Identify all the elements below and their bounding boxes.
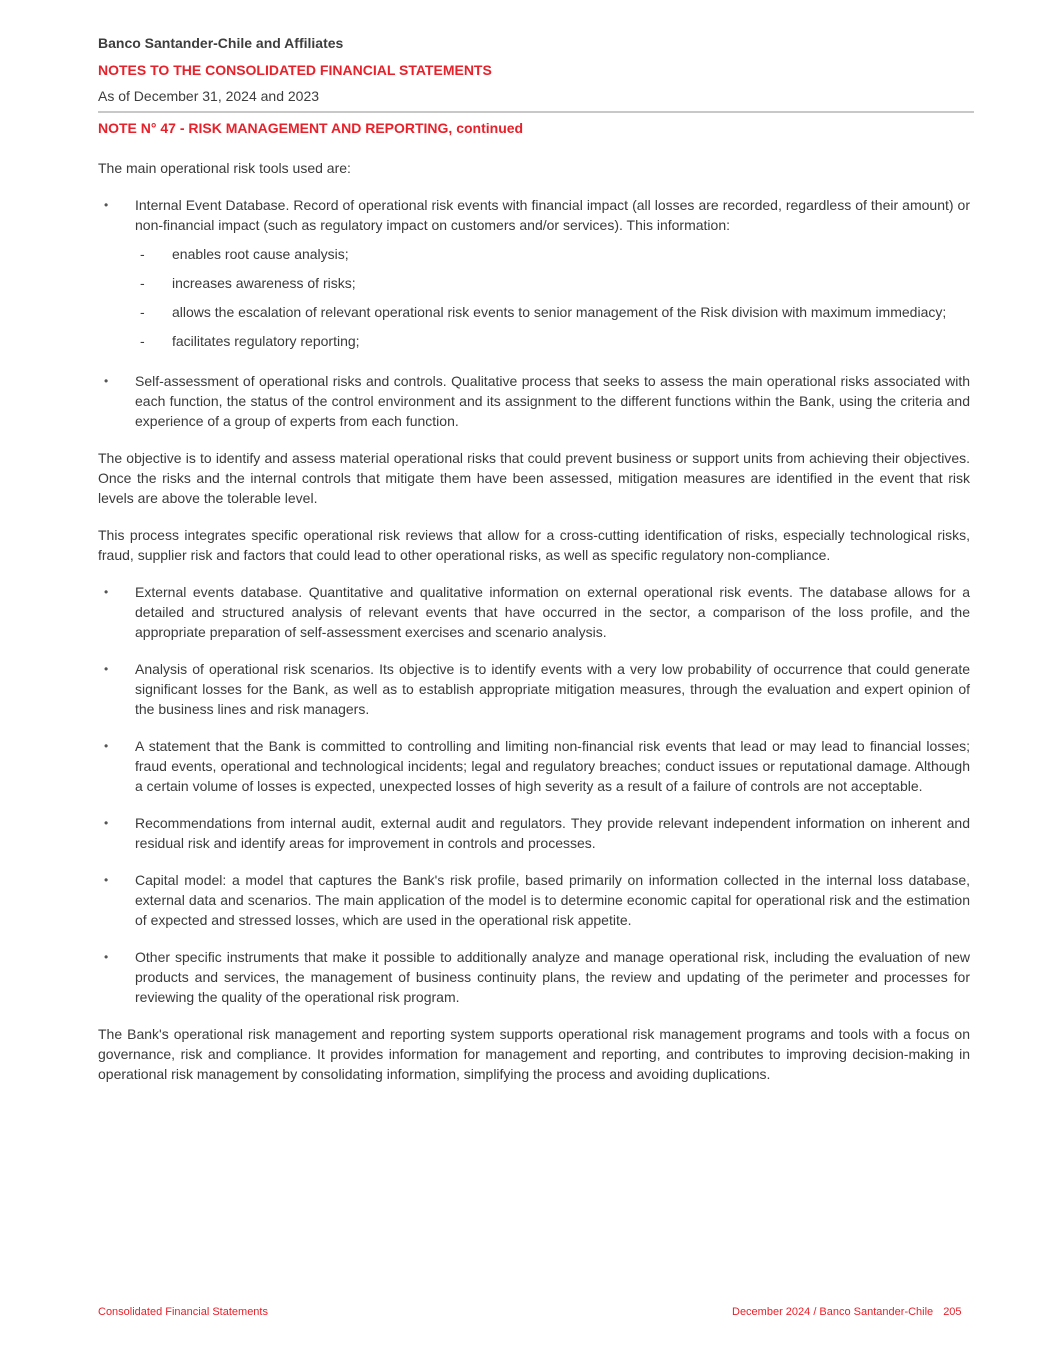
notes-title: NOTES TO THE CONSOLIDATED FINANCIAL STATEMENTS (98, 62, 492, 78)
bullet-icon: • (104, 198, 109, 212)
list-item (98, 371, 970, 431)
note-body (98, 158, 970, 1101)
sub-item-text: facilitates regulatory reporting; (172, 333, 360, 349)
company-name: Banco Santander-Chile and Affiliates (98, 35, 344, 51)
sub-list-item (135, 302, 970, 322)
note-heading: NOTE N° 47 - RISK MANAGEMENT AND REPORTING, continued (98, 120, 524, 136)
list-item (98, 659, 970, 719)
list-item (98, 947, 970, 1007)
list-item (98, 870, 970, 930)
dash-icon: - (140, 275, 145, 291)
bullet-icon: • (104, 816, 109, 830)
final-paragraph: The Bank's operational risk management and reporting system supports operational risk management programs and tools with a focus on governance, risk and compliance. It provides information for management and reporting, and contributes to improving decision-making in operational risk management by consolidating information, simplifying the process and avoiding duplications. (98, 1026, 970, 1082)
list-item (98, 736, 970, 796)
footer-date-bank: December 2024 / Banco Santander-Chile (732, 1306, 934, 1318)
objective-paragraph: The objective is to identify and assess material operational risks that could prevent business or support units from achieving their objectives. Once the risks and the internal controls that mitigate them have been assessed, mitigation measures are identified in the event that risk levels are above the tolerable level. (98, 450, 970, 506)
bullet-icon: • (104, 950, 109, 964)
sub-item-text: enables root cause analysis; (172, 246, 349, 262)
bullet-icon: • (104, 662, 109, 676)
dash-icon: - (140, 246, 145, 262)
bullet-icon: • (104, 739, 109, 753)
sub-item-text: allows the escalation of relevant operational risk events to senior management of the Risk division with maximum immediacy; (172, 304, 947, 320)
bullet-text: Internal Event Database. Record of operational risk events with financial impact (all losses are recorded, regardless of their amount) or non-financial impact (such as regulatory impact on customers and/or services). This information: (135, 197, 970, 233)
as-of-date: As of December 31, 2024 and 2023 (98, 88, 320, 104)
page-number: 205 (943, 1306, 962, 1318)
intro-paragraph: The main operational risk tools used are: (98, 160, 351, 176)
header-divider (98, 111, 974, 113)
list-item (98, 195, 970, 351)
bullet-icon: • (104, 374, 109, 388)
bullet-icon: • (104, 585, 109, 599)
sub-list-item (135, 273, 970, 293)
sub-list-item (135, 331, 970, 351)
footer-document-title: Consolidated Financial Statements (98, 1306, 268, 1318)
bullet-text: Recommendations from internal audit, external audit and regulators. They provide relevant independent information on inherent and residual risk and identify areas for improvement in controls and processes. (135, 815, 970, 851)
bullet-text: A statement that the Bank is committed to controlling and limiting non-financial risk events that lead or may lead to financial losses; fraud events, operational and technological incidents; legal and regulatory breaches; conduct issues or reputational damage. Although a certain volume of losses is expected, unexpected losses of high severity as a result of a failure of controls are not acceptable. (135, 738, 970, 794)
bullet-text: Analysis of operational risk scenarios. Its objective is to identify events with a very low probability of occurrence that could generate significant losses for the Bank, as well as to establish appropriate mitigation measures, through the evaluation and expert opinion of the business lines and risk managers. (135, 661, 970, 717)
sub-item-text: increases awareness of risks; (172, 275, 356, 291)
list-item (98, 582, 970, 642)
list-item (98, 813, 970, 853)
footer-right (732, 1306, 962, 1318)
dash-icon: - (140, 333, 145, 349)
bullet-text: Capital model: a model that captures the Bank's risk profile, based primarily on information collected in the internal loss database, external data and scenarios. The main application of the model is to determine economic capital for operational risk and the estimation of expected and stressed losses, which are used in the operational risk appetite. (135, 872, 970, 928)
bullet-icon: • (104, 873, 109, 887)
sub-list-item (135, 244, 970, 264)
bullet-text: External events database. Quantitative and qualitative information on external operational risk events. The database allows for a detailed and structured analysis of relevant events that have occurred in the sector, a comparison of the loss profile, and the appropriate preparation of self-assessment exercises and scenario analysis. (135, 584, 970, 640)
process-paragraph: This process integrates specific operational risk reviews that allow for a cross-cutting identification of risks, especially technological risks, fraud, supplier risk and factors that could lead to other operational risks, as well as specific regulatory non-compliance. (98, 527, 970, 563)
bullet-text: Other specific instruments that make it possible to additionally analyze and manage operational risk, including the evaluation of new products and services, the management of business continuity plans, the review and updating of the perimeter and processes for reviewing the quality of the operational risk program. (135, 949, 970, 1005)
bullet-text: Self-assessment of operational risks and controls. Qualitative process that seeks to assess the main operational risks associated with each function, the status of the control environment and its assignment to the different functions within the Bank, using the criteria and experience of a group of experts from each function. (135, 373, 970, 429)
dash-icon: - (140, 304, 145, 320)
